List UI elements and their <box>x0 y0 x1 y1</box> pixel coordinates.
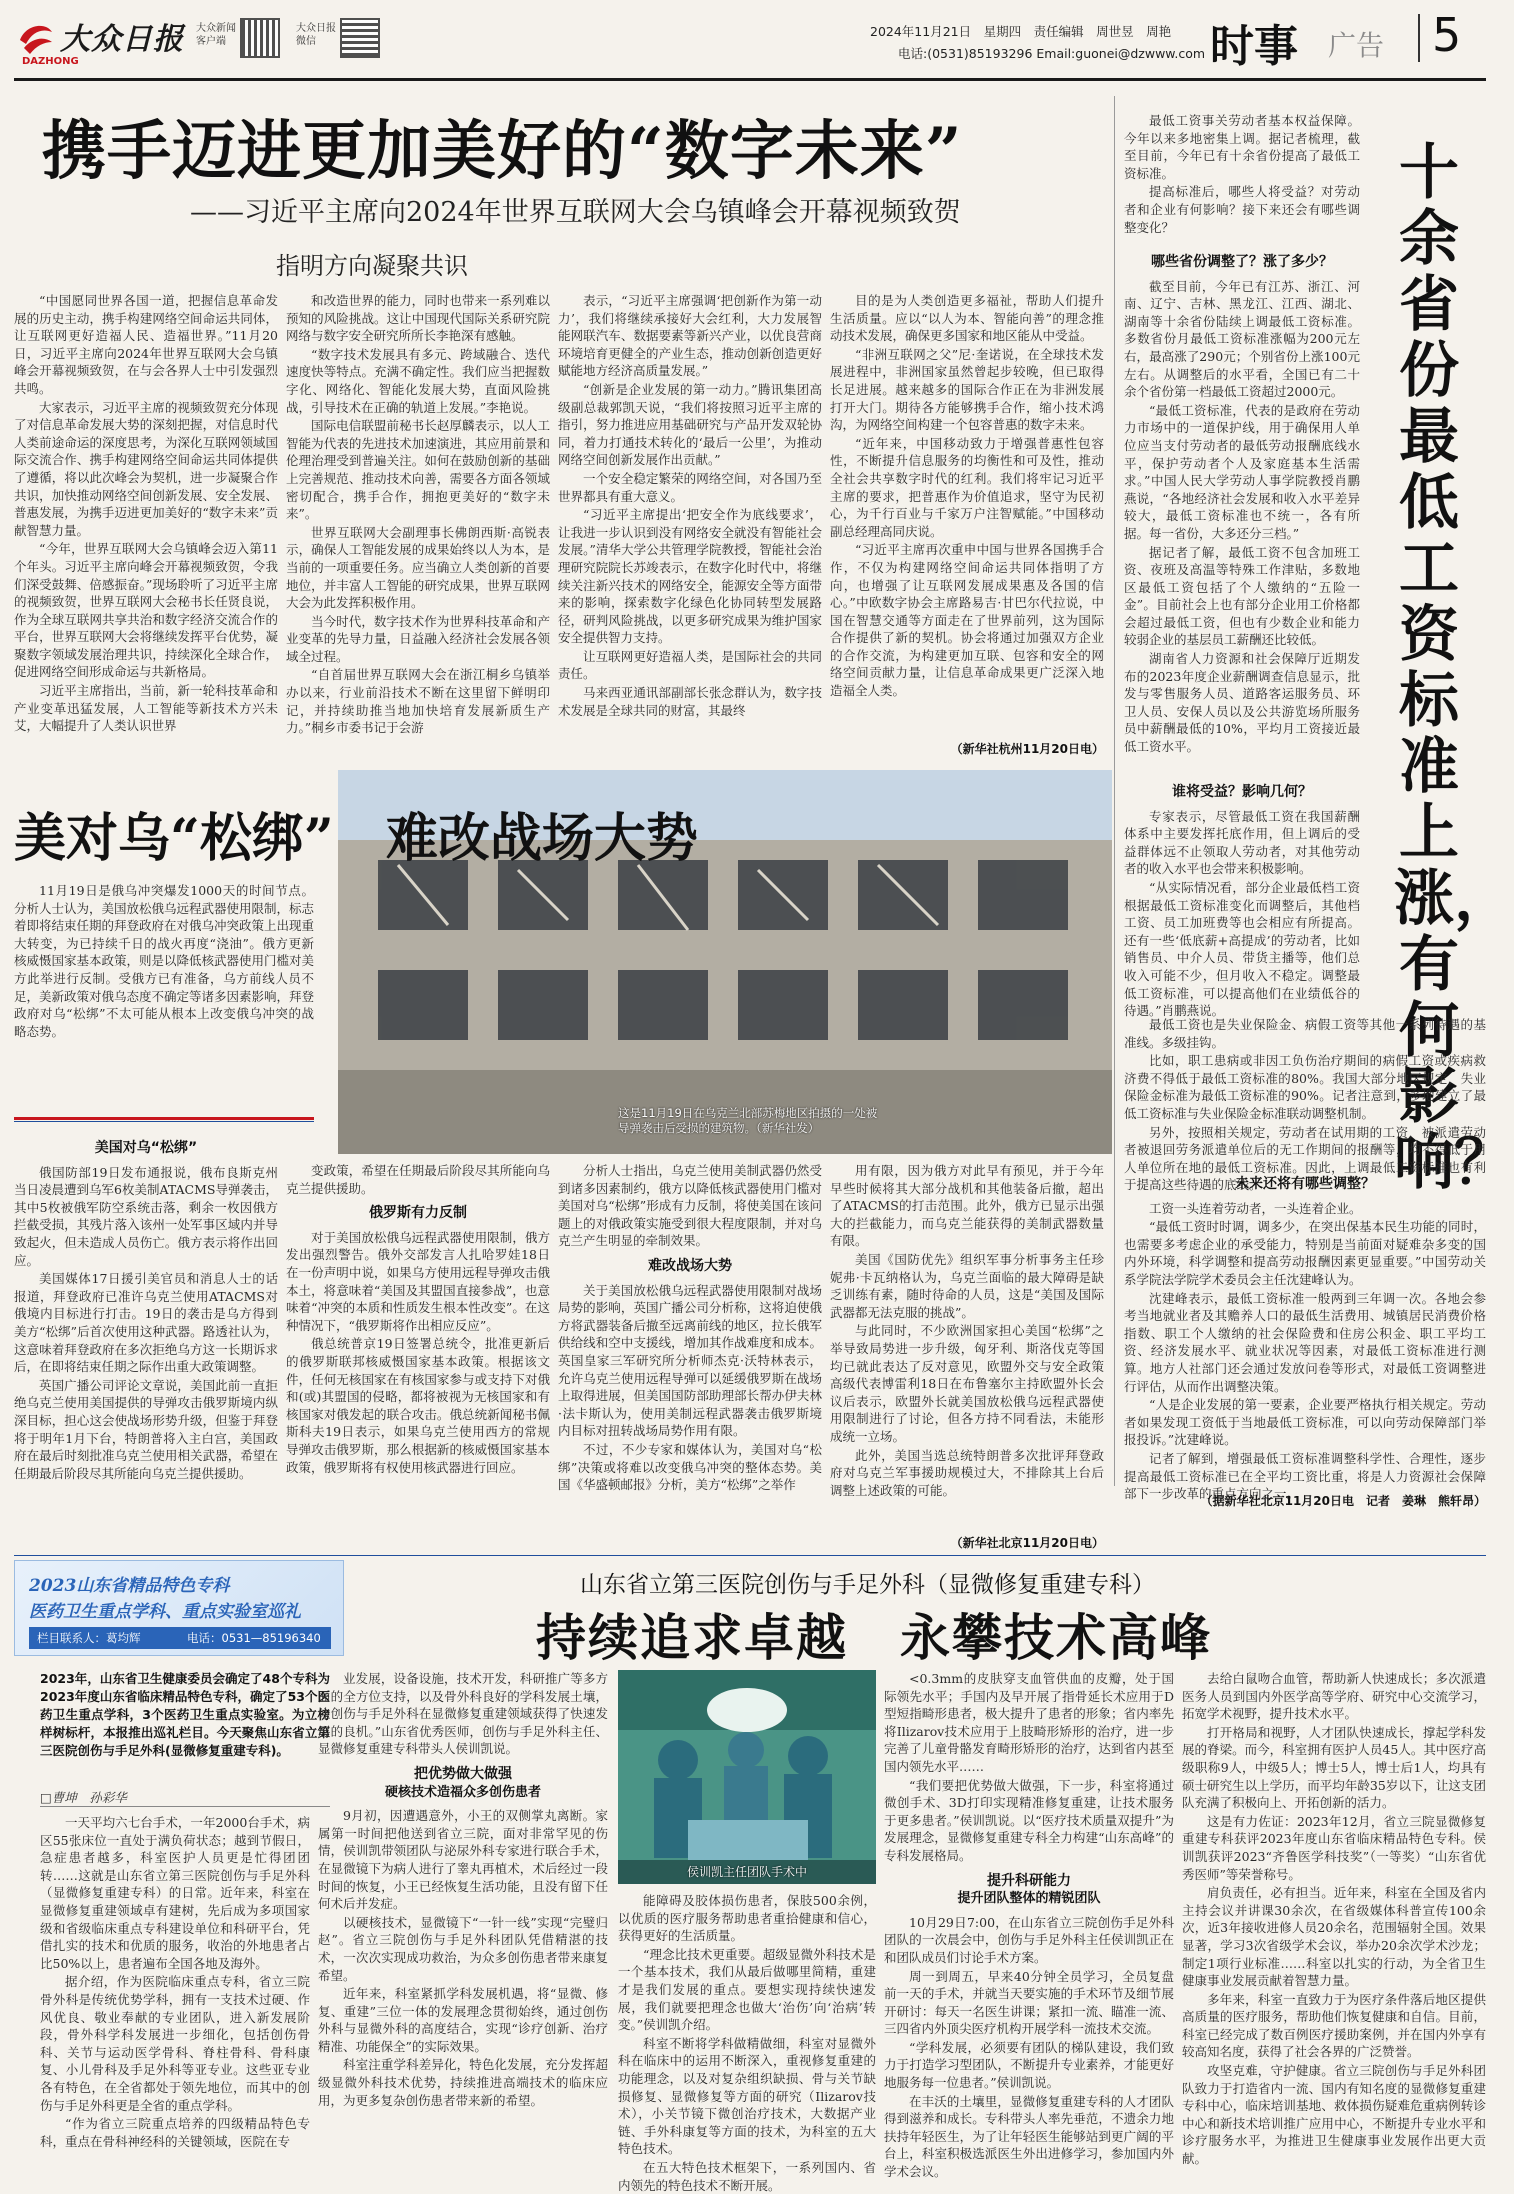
hospital-column-5 <box>1182 1670 1486 2186</box>
paragraph: 目的是为人类创造更多福祉，帮助人们提升生活质量。应以“以人为本、智能向善”的理念推动技术发展，确保更多国家和地区能从中受益。 <box>830 293 1104 344</box>
paragraph: 近年来，科室紧抓学科发展机遇，将“显微、修复、重建”三位一体的发展理念贯彻始终，通过创伤外科与显微外科的高度结合，实现“诊疗创新、治疗精准、功能保全”的实际效果。 <box>318 1986 608 2054</box>
wage-body-middle <box>1124 776 1360 1019</box>
ukraine-rule-blue <box>14 1121 314 1122</box>
paragraph: 科室不断将学科做精做细，科室对显微外科在临床中的运用不断深入，重视修复重建的功能理念，以及对复杂组织缺损、骨与关节缺损修复、显微修复等方面的研究（Ilizarov技术），小关节镜下微创治疗技术，大数据产业链、手外科康复等方面的技术，为科室的五大特色技术。 <box>618 2035 876 2157</box>
badge-contact-phone: 电话：0531—85196340 <box>187 1631 321 1645</box>
wage-subhead-3: 未来还将有哪些调整？ <box>1235 1176 1375 1192</box>
bottom-section-rule <box>14 1555 1486 1556</box>
paragraph: 俄总统普京19日签署总统令，批准更新后的俄罗斯联邦核威慑国家基本政策。根据该文件，任何无核国家在有核国家参与或支持下对俄和(或)其盟国的侵略，都将被视为无核国家和有核国家对俄发起的联合攻击。俄总统新闻秘书佩斯科夫19日表示，如果乌克兰使用西方的常规导弹攻击俄罗斯，那么根据新的核威慑国家基本政策，俄罗斯将有权使用核武器进行回应。 <box>286 1336 550 1475</box>
wage-subhead-1: 哪些省份调整了？涨了多少？ <box>1151 254 1333 270</box>
lead-column-1 <box>14 292 278 752</box>
ukraine-intro <box>14 882 314 1107</box>
hospital-column-3 <box>618 1892 876 2193</box>
paragraph: 与此同时，不少欧洲国家担心美国“松绑”之举导致局势进一步升级，匈牙利、斯洛伐克等国均已就此表达了反对意见，欧盟外交与安全政策高级代表博雷利18日在布鲁塞尔主持欧盟外长会议后表示，欧盟外长就美国放松俄乌远程武器使用限制进行了讨论，但各方持不同看法，未能形成统一立场。 <box>830 1323 1104 1444</box>
masthead <box>0 0 1500 78</box>
paragraph: “习近平主席提出‘把安全作为底线要求’，让我进一步认识到没有网络安全就没有智能社会发展。”清华大学公共管理学院教授，智能社会治理研究院院长苏竣表示，在数字化时代中，将继续关注新兴技术的网络安全，能源安全等方面带来的影响，探索数字化绿色化协同转型发展路径，研判风险挑战，以更多研究成果为维护国家安全提供智力支持。 <box>558 507 822 646</box>
ukraine-column-1 <box>14 1132 278 1562</box>
paragraph: 工资一头连着劳动者，一头连着企业。 <box>1149 1200 1362 1216</box>
paragraph: 周一到周五，早来40分钟全员学习，全员复盘前一天的手术，并就当天要实施的手术环节及细节展开研讨：每天一名医生讲课；紧扣一流、瞄准一流、三四省内外顶尖医疗机构开展学科一流技术交流。 <box>884 1968 1174 2037</box>
wage-title: 十余省份最低工资标准上涨，有何影响？ <box>1394 138 1514 1198</box>
paragraph: 不过，不少专家和媒体认为，美国对乌“松绑”决策或将难以改变俄乌冲突的整体态势。美国《华盛顿邮报》分析，美方“松绑”之举作 <box>558 1441 822 1493</box>
paragraph: 让互联网更好造福人类，是国际社会的共同责任。 <box>558 648 822 682</box>
paragraph: 分析人士指出，乌克兰使用美制武器仍然受到诸多因素制约，俄方以降低核武器使用门槛对美国对乌“松绑”形成有力反制，将使美国在该问题上的对俄政策实施受到很大程度限制，并对乌克兰产生明显的牵制效果。 <box>558 1163 822 1249</box>
paragraph: 最低工资事关劳动者基本权益保障。今年以来多地密集上调。据记者梳理，截至目前，今年已有十余省份提高了最低工资标准。 <box>1124 113 1360 181</box>
paragraph: 业发展，设备设施，技术开发，科研推广等多方面的全方位支持，以及骨外科良好的学科发展土壤，让创伤与手足外科在显微修复重建领域获得了快速发展的良机。”山东省优秀医师，创伤与手足外科主任、显微修复重建专科带头人侯训凯说。 <box>318 1671 608 1757</box>
wage-intro <box>1124 112 1360 242</box>
paragraph: 以硬核技术，显微镜下“一针一线”实现“完璧归赵”。省立三院创伤与手足外科团队凭借精湛的技术，一次次实现成功救治，为众多创伤患者带来康复希望。 <box>318 1914 608 1983</box>
paragraph: “学科发展，必须要有团队的梯队建设，我们致力于打造学习型团队，不断提升专业素养，才能更好地服务每一位患者。”侯训凯说。 <box>884 2039 1174 2091</box>
paragraph: 能障碍及胶体损伤患者，保肢500余例，以优质的医疗服务帮助患者重拾健康和信心，获得更好的生活质量。 <box>618 1893 876 1944</box>
ukraine-subhead-1: 美国对乌“松绑” <box>94 1140 198 1156</box>
paragraph: 肩负责任，必有担当。近年来，科室在全国及省内主持会议并讲课30余次，在省级媒体科普宣传100余次，近3年接收进修人员20余名，范围辐射全国。效果显著，学习3次省级学术会议，举办20余次学术沙龙；制定1项行业标准……科室以扎实的行动，为全省卫生健康事业发展贡献着智慧力量。 <box>1182 1885 1486 1989</box>
qr1-label: 大众新闻客户端 <box>196 23 236 47</box>
paragraph: 沈建峰表示，最低工资标准一般两到三年调一次。各地会参考当地就业者及其赡养人口的最低生活费用、城镇居民消费价格指数、职工个人缴纳的社会保险费和住房公积金、职工平均工资、经济发展水平、就业状况等因素，对最低工资标准进行测算。地方人社部门还会通过发放问卷等形式，对最低工资调整进行评估，从而作出调整决策。 <box>1124 1290 1486 1394</box>
paragraph: 打开格局和视野，人才团队快速成长，撑起学科发展的脊梁。而今，科室拥有医护人员45人。其中医疗高级职称9人，中级5人；博士5人，博士后1人，均具有硕士研究生以上学历，而平均年龄35岁以下，让这支团队充满了积极向上、开拓创新的活力。 <box>1182 1724 1486 1811</box>
paragraph: 湖南省人力资源和社会保障厅近期发布的2023年度企业薪酬调查信息显示，批发与零售服务人员、道路客运服务员、环卫人员、安保人员以及公共游览场所服务员中薪酬最低的10%，平均月工资接近最低工资水平。 <box>1124 651 1360 755</box>
paragraph: 关于美国放松俄乌远程武器使用限制对战场局势的影响，英国广播公司分析称，这将迫使俄方将武器装备后撤至远离前线的地区，拉长俄军供给线和空中支援线，增加其作战难度和成本。英国皇家三军研究所分析师杰克·沃特林表示，允许乌克兰使用远程导弹可以延缓俄罗斯在战场上取得进展，但美国国防部助理部长帮办伊夫林·法卡斯认为，使用美制远程武器袭击俄罗斯境内目标对扭转战场局势作用有限。 <box>558 1282 822 1439</box>
wage-body-upper <box>1124 246 1360 776</box>
hospital-intro-rule <box>40 1806 330 1807</box>
paragraph: 据记者了解，最低工资不包含加班工资、夜班及高温等特殊工作津贴，多数地区最低工资包括了个人缴纳的“五险一金”。目前社会上也有部分企业用工价格都会超过最低工资，但也有少数企业和能力较弱企业的基层员工薪酬还比较低。 <box>1124 544 1360 648</box>
paragraph: “创新是企业发展的第一动力。”腾讯集团高级副总裁郭凯天说，“我们将按照习近平主席的指引，努力推进应用基础研究与产品开发双轮协同，着力打通技术转化的‘最后一公里’，为推动网络空间创新发展作出贡献。” <box>558 381 822 468</box>
wage-column-divider <box>1114 96 1115 1486</box>
column-badge <box>14 1560 344 1656</box>
dazhong-logo-icon <box>16 18 56 58</box>
lead-kicker: 指明方向凝聚共识 <box>276 252 468 280</box>
paragraph: 表示，“习近平主席强调‘把创新作为第一动力’，我们将继续承接好大会红利，大力发展智能网联汽车、数据要素等新兴产业，以优良营商环境培育更健全的产业生态，推动创新创造更好赋能地方经济高质量发展。” <box>558 293 822 379</box>
wage-subhead-2: 谁将受益？影响几何？ <box>1172 784 1312 800</box>
paragraph: 习近平主席指出，当前，新一轮科技革命和产业变革迅猛发展，人工智能等新技术方兴未艾，大幅提升了人类认识世界 <box>14 683 278 734</box>
paragraph: “近年来，中国移动致力于增强普惠性包容性，不断提升信息服务的均衡性和可及性，推动全社会共享数字时代的红利。我们将牢记习近平主席的要求，把普惠作为价值追求，坚守为民初心，为千行百业与千家万户注智赋能。”中国移动副总经理高同庆说。 <box>830 435 1104 539</box>
badge-contact-label: 栏目联系人：葛均辉 <box>37 1631 141 1645</box>
qr-code-2 <box>340 18 380 58</box>
page-number-divider <box>1418 14 1420 62</box>
paragraph: 去给白鼠吻合血管，帮助新人快速成长；多次派遣医务人员到国内外医学高等学府、研究中心交流学习，拓宽学术视野，提升技术水平。 <box>1182 1671 1486 1722</box>
paragraph: 国际电信联盟前秘书长赵厚麟表示，以人工智能为代表的先进技术加速演进，其应用前景和伦理治理受到普遍关注。如何在鼓励创新的基础上完善规范、推动技术向善，需要各方面各领域密切配合，携手合作，拥抱更美好的“数字未来”。 <box>286 418 550 522</box>
paragraph: “非洲互联网之父”尼·奎诺说，在全球技术发展进程中，非洲国家虽然曾起步较晚，但已取得长足进展。越来越多的国际合作正在为非洲发展打开大门。期待各方能够携手合作，缩小技术鸿沟，为网络空间构建一个包容普惠的数字未来。 <box>830 346 1104 433</box>
paragraph: 攻坚克难，守护健康。省立三院创伤与手足外科团队致力于打造省内一流、国内有知名度的显微修复重建专科中心，临床培训基地、救体损伤疑难危重病例转诊中心和新技术培训推广应用中心，不断提升专业水平和诊疗服务水平，为推进卫生健康事业发展作出更大贡献。 <box>1182 2063 1486 2167</box>
section-title: 时事 <box>1210 21 1298 72</box>
lead-subhead: ——习近平主席向2024年世界互联网大会乌镇峰会开幕视频致贺 <box>190 197 961 228</box>
paragraph: “习近平主席再次重申中国与世界各国携手合作，不仅为构建网络空间命运共同体指明了方向，也增强了让互联网发展成果惠及各国的信心。”中欧数字协会主席路易吉·甘巴尔代拉说，中国在智慧交通等方面走在了世界前列，这为国际合作提供了新的契机。协会将通过加强双方企业的合作交流，为构建更加互联、包容和安全的网络空间贡献力量，让信息革命成果更广泛深入地造福全人类。 <box>830 542 1104 699</box>
paragraph: 在丰沃的土壤里，显微修复重建专科的人才团队得到滋养和成长。专科带头人率先垂范，不遗余力地扶持年轻医生，为了让年轻医生能够站到更广阔的平台上，科室积极选派医生外出进修学习，参加国内外学术会议。 <box>884 2093 1174 2180</box>
lead-credit: （新华社杭州11月20日电） <box>950 742 1104 756</box>
badge-title: 2023山东省精品特色专科 <box>29 1576 230 1596</box>
paragraph: “数字技术发展具有多元、跨域融合、迭代速度快等特点。充满不确定性。我们应当把握数字化、网络化、智能化发展大势，直面风险挑战，引导技术在正确的轨道上发展。”李艳说。 <box>286 346 550 415</box>
paragraph: “自首届世界互联网大会在浙江桐乡乌镇举办以来，行业前沿技术不断在这里留下鲜明印记，并持续助推当地加快培育发展新质生产力。”桐乡市委书记于会游 <box>286 667 550 736</box>
masthead-rule <box>14 78 1486 81</box>
hospital-column-2 <box>318 1670 608 2186</box>
paragraph: 用有限，因为俄方对此早有预见，并于今年早些时候将其大部分战机和其他装备后撤，超出了ATACMS的打击范围。此外，俄方已显示出强大的拦截能力，而乌克兰能获得的美制武器数量有限。 <box>830 1163 1104 1249</box>
ukraine-subhead-3: 难改战场大势 <box>648 1257 732 1274</box>
ukraine-photo-caption: 这是11月19日在乌克兰北部苏梅地区拍摄的一处被导弹袭击后受损的建筑物。（新华社发） <box>618 1106 878 1135</box>
paragraph: 此外，美国当选总统特朗普多次批评拜登政府对乌克兰军事援助规模过大，不排除其上台后调整上述政策的可能。 <box>830 1447 1104 1498</box>
paragraph: “理念比技术更重要。超级显微外科技术是一个基本技术，我们从最后做哪里简精，重建才是我们发展的重点。要想实现持续快速发展，我们就要把理念也做大‘治伤’向‘治病’转变。”侯训凯介绍。 <box>618 1946 876 2033</box>
surgery-team-illustration <box>618 1670 876 1884</box>
paragraph: 大家表示，习近平主席的视频致贺充分体现了对信息革命发展大势的深刻把握，对信息时代人类前途命运的深度思考，为深化互联网领域国际交流合作、携手构建网络空间命运共同体提供了遵循，将以此次峰会为契机，进一步凝聚合作共识，加快推动网络空间创新发展、安全发展、普惠发展，为携手迈进更加美好的“数字未来”贡献智慧力量。 <box>14 399 278 538</box>
badge-subtitle: 医药卫生重点学科、重点实验室巡礼 <box>29 1602 301 1622</box>
paragraph: 当今时代，数字技术作为世界科技革命和产业变革的先导力量，日益融入经济社会发展各领域全过程。 <box>286 613 550 664</box>
wage-credit: （据新华社北京11月20日电 记者 姜琳 熊轩昂） <box>1200 1494 1486 1508</box>
lead-column-4 <box>830 292 1104 737</box>
paragraph: 科室注重学科差异化，特色化发展，充分发挥超级显微外科技术优势，持续推进高端技术的临床应用，为更多复杂创伤患者带来新的希望。 <box>318 2057 608 2108</box>
paragraph: “作为省立三院重点培养的四级精品特色专科，重点在骨科神经科的关键领域，医院在专 <box>40 2116 310 2149</box>
paragraph: “中国愿同世界各国一道，把握信息革命发展的历史主动，携手构建网络空间命运共同体，让互联网更好造福人民、造福世界。”11月20日，习近平主席向2024年世界互联网大会乌镇峰会开幕视频致贺，在与会各界人士中引发强烈共鸣。 <box>14 293 278 396</box>
ukraine-column-3 <box>558 1162 822 1562</box>
paragraph: “今年，世界互联网大会乌镇峰会迈入第11个年头。习近平主席向峰会开幕视频致贺，令我们深受鼓舞、倍感振奋。”现场聆听了习近平主席的视频致贺，世界互联网大会秘书长任贤良说，作为全球互联网共享共治和数字经济交流合作的平台，世界互联网大会将继续发挥平台优势，凝聚数字领域发展治理共识，持续深化全球合作，促进网络空间形成命运与共新格局。 <box>14 541 278 680</box>
paragraph: 英国广播公司评论文章说，美国此前一直拒绝乌克兰使用美国提供的导弹攻击俄罗斯境内纵深目标，担心这会使战场形势升级，但鉴于拜登将于明年1月下台，特朗普将入主白宫，美国政府在最后时刻批准乌克兰使用相关武器，希望在任期最后阶段尽其所能向乌克兰提供援助。 <box>14 1377 278 1481</box>
paragraph: <0.3mm的皮肤穿支血管供血的皮瓣，处于国际领先水平；手国内及早开展了指骨延长术应用于D型短指畸形患者，极大提升了患者的形象；省内率先将Ilizarov技术应用于上肢畸形矫形的治疗，进一步完善了儿童骨骼发育畸形矫形的治疗，达到省内甚至国内领先水平…… <box>884 1671 1174 1774</box>
paragraph: 截至目前，今年已有江苏、浙江、河南、辽宁、吉林、黑龙江、江西、湖北、湖南等十余省份陆续上调最低工资标准。多数省份月最低工资标准涨幅为200元左右，最高涨了290元；个别省份上涨100元左右。从调整后的水平看，全国已有二十余个省份第一档最低工资超过2000元。 <box>1124 278 1360 400</box>
hospital-column-1 <box>40 1814 310 2186</box>
hospital-photo <box>618 1670 876 1884</box>
hospital-photo-caption: 侯训凯主任团队手术中 <box>686 1865 807 1879</box>
page-number: 5 <box>1432 8 1462 62</box>
paragraph: 对于美国放松俄乌远程武器使用限制，俄方发出强烈警告。俄外交部发言人扎哈罗娃18日在一份声明中说，如果乌方使用远程导弹攻击俄本土，将意味着“美国及其盟国直接参战”，也意味着“冲突的本质和性质发生根本性改变”。在这种情况下，“俄罗斯将作出相应反应”。 <box>286 1229 550 1333</box>
ukraine-rule <box>14 1117 314 1120</box>
lead-column-2 <box>286 292 550 752</box>
paragraph: “我们要把优势做大做强，下一步，科室将通过微创手术、3D打印实现精准修复重建，让技术服务于更多患者。”侯训凯说。以“医疗技术质量双提升”为发展理念，显微修复重建专科全力构建“山东高峰”的专科发展格局。 <box>884 1777 1174 1863</box>
lead-column-3 <box>558 292 822 752</box>
paragraph: 变政策，希望在任期最后阶段尽其所能向乌克兰提供援助。 <box>286 1163 550 1196</box>
paragraph: 世界互联网大会副理事长佛朗西斯·高锐表示，确保人工智能发展的成果始终以人为本，是当前的一项重要任务。应当确立人类创新的首要地位，并丰富人工智能的研究成果，世界互联网大会为此发挥积极作用。 <box>286 524 550 611</box>
date-line: 2024年11月21日 星期四 责任编辑 周世昱 周艳 <box>870 24 1172 39</box>
hospital-subhead-d: 提升团队整体的精锐团队 <box>957 1891 1101 1907</box>
paragraph: 一个安全稳定繁荣的网络空间，对各国乃至世界都具有重大意义。 <box>558 470 822 504</box>
paragraph: “最低工资时时调，调多少，在突出保基本民生功能的同时，也需要多考虑企业的承受能力，特别是当前面对疑难杂多变的国内外环境，科学调整和提高劳动报酬因素更显重要。”中国劳动关系学院法学院学术委员会主任沈建峰认为。 <box>1124 1219 1486 1287</box>
paragraph: 俄国防部19日发布通报说，俄布良斯克州当日凌晨遭到乌军6枚美制ATACMS导弹袭击，其中5枚被俄军防空系统击落，剩余一枚因俄方拦截受损，其残片落入该州一处军事区域内并导致起火，但未造成人员伤亡。俄方表示将作出回应。 <box>14 1164 278 1268</box>
qr2-label: 大众日报微信 <box>296 23 336 47</box>
hospital-intro: 2023年，山东省卫生健康委员会确定了48个专科为2023年度山东省临床精品特色专科，确定了53个医药卫生重点学科，3个医药卫生重点实验室。为立榜样树标杆，本报推出巡礼栏目。今天聚焦山东省立第三医院创伤与手足外科(显微修复重建专科)。 <box>40 1671 330 1758</box>
paragraph: 专家表示，尽管最低工资在我国薪酬体系中主要发挥托底作用，但上调后的受益群体远不止领取人劳动者，对其他劳动者的收入水平也会带来积极影响。 <box>1124 808 1360 877</box>
hospital-supertitle: 山东省立第三医院创伤与手足外科（显微修复重建专科） <box>580 1572 1155 1598</box>
hospital-subhead-c: 提升科研能力 <box>987 1872 1071 1889</box>
paragraph: 一天平均六七台手术，一年2000台手术，病区55张床位一直处于满负荷状态；越到节假日，急症患者越多，科室医护人员更是忙得团团转……这就是山东省立第三医院创伤与手足外科（显微修复重建专科）的日常。近年来，科室在显微修复重建领域卓有建树，先后成为多项国家级和省级临床重点专科建设单位和科研平台，凭借扎实的技术和优质的服务，收治的外地患者占比50%以上，患者遍布全国各地及海外。 <box>40 1815 310 1971</box>
paragraph: 最低工资也是失业保险金、病假工资等其他一系列待遇的基准线。多级挂钩。 <box>1124 1017 1486 1050</box>
paragraph: 这是有力佐证：2023年12月，省立三院显微修复重建专科获评2023年度山东省临床精品特色专科。侯训凯获评2023“齐鲁医学科技奖”（一等奖）“山东省优秀医师”等荣誉称号。 <box>1182 1813 1486 1882</box>
paragraph: 11月19日是俄乌冲突爆发1000天的时间节点。分析人士认为，美国放松俄乌远程武器使用限制，标志着即将结束任期的拜登政府在对俄乌冲突政策上出现重大转变，为已持续千日的战火再度“浇油”。俄方更新核威慑国家基本政策，则是以降低核武器使用门槛对美方此举进行反制。受俄方已有准备，乌方前线人员不足，美新政策对俄乌态度不确定等诸多因素影响，拜登政府对乌“松绑”不太可能从根本上改变俄乌冲突的战略态势。 <box>14 883 315 1039</box>
paragraph: “从实际情况看，部分企业最低档工资根据最低工资标准变化而调整后，其他档工资、员工加班费等也会相应有所提高。还有一些‘低底薪+高提成’的劳动者，比如销售员、中介人员、带货主播等，他们总收入可能不少，但月收入不稳定。调整最低工资标准，可以提高他们在业绩低谷的待遇。”肖鹏燕说。 <box>1124 879 1360 1019</box>
hospital-column-4 <box>884 1670 1174 2186</box>
paragraph: 据介绍，作为医院临床重点专科，省立三院骨外科是传统优势学科，拥有一支技术过硬、作风优良、敬业奉献的专业团队，进入新发展阶段，骨外科学科发展进一步细化，包括创伤骨科、关节与运动医学骨科、脊柱骨科、骨科康复、小儿骨科及手足外科等亚专业。这些亚专业各有特色，在全省都处于领先地位，而其中的创伤与手足外科更是全省的重点学科。 <box>40 1974 310 2113</box>
logo-sub: DAZHONG <box>22 56 79 67</box>
paragraph: 提高标准后，哪些人将受益？对劳动者和企业有何影响？接下来还会有哪些调整变化？ <box>1124 184 1360 235</box>
ukraine-column-4 <box>830 1162 1104 1534</box>
ukraine-column-2 <box>286 1162 550 1562</box>
paragraph: 9月初，因遭遇意外，小王的双侧掌丸离断。家属第一时间把他送到省立三院，面对非常罕见的伤情，侯训凯带领团队与泌尿外科专家进行联合手术，在显微镜下为病人进行了睾丸再植术，术后经过一段时间的恢复，小王已经恢复生活功能，且没有留下任何术后并发症。 <box>318 1808 608 1912</box>
hospital-subhead-b: 硬核技术造福众多创伤患者 <box>384 1784 541 1800</box>
hospital-subhead-a: 把优势做大做强 <box>414 1765 512 1782</box>
paragraph: “人是企业发展的第一要素，企业要严格执行相关规定。劳动者如果发现工资低于当地最低工资标准，可以向劳动保障部门举报投诉。”沈建峰说。 <box>1124 1397 1486 1448</box>
paragraph: 马来西亚通讯部副部长张念群认为，数字技术发展是全球共同的财富，其最终 <box>558 685 822 718</box>
paragraph: 另外，按照相关规定，劳动者在试用期的工资，被派遣劳动者被退回劳务派遣单位后的无工作期间的报酬等，均不得低于用人单位所在地的最低工资标准。因此，上调最低工资标准也有利于提高这些待遇的底线。 <box>1124 1124 1486 1193</box>
ukraine-headline: 美对乌“松绑” 难改战场大势 <box>14 808 698 869</box>
hospital-headline: 持续追求卓越 永攀技术高峰 <box>536 1608 1212 1667</box>
ukraine-subhead-2: 俄罗斯有力反制 <box>369 1205 467 1222</box>
paragraph: 10月29日7:00，在山东省立三院创伤手足外科团队的一次晨会中，创伤与手足外科主任侯训凯正在和团队成员们讨论手术方案。 <box>884 1914 1174 1965</box>
qr-code-1 <box>240 18 280 58</box>
paragraph: 记者了解到，增强最低工资标准调整科学性、合理性，逐步提高最低工资标准已在全平均工资比重，将是人力资源社会保障部下一步改革的重点方向之一。 <box>1124 1450 1486 1502</box>
paragraph: 在五大特色技术框架下，一系列国内、省内领先的特色技术不断开展。 <box>618 2159 876 2193</box>
paragraph: 美国《国防优先》组织军事分析事务主任珍妮弗·卡瓦纳格认为，乌克兰面临的最大障碍是缺乏训练有素，随时待命的人员，这是“美国及国际武器都无法克服的挑战”。 <box>830 1251 1104 1320</box>
phone-line: 电话:(0531)85193296 Email:guonei@dzwww.com <box>898 46 1206 61</box>
ad-tag: 广告 <box>1328 29 1385 62</box>
paragraph: 比如，职工患病或非因工负伤治疗期间的病假工资或疾病救济费不得低于最低工资标准的80%。我国大部分地区规定，失业保险金标准为最低工资标准的90%。记者注意到，多地建立了最低工资标准与失业保险金标准联动调整机制。 <box>1124 1053 1486 1121</box>
hospital-authors: □曹坤 孙彩华 <box>40 1790 127 1805</box>
paragraph: 美国媒体17日援引美官员和消息人士的话报道，拜登政府已准许乌克兰使用ATACMS对俄境内目标进行打击。19日的袭击是乌方得到美方“松绑”后首次使用这种武器。路透社认为，这意味着拜登政府在多次拒绝乌方这一长期诉求后，在即将结束任期之际作出重大政策调整。 <box>14 1271 278 1375</box>
ukraine-credit: （新华社北京11月20日电） <box>950 1536 1104 1550</box>
paragraph: 和改造世界的能力，同时也带来一系列难以预知的风险挑战。这让中国现代国际关系研究院网络与数字安全研究所所长李艳深有感触。 <box>286 293 550 344</box>
paragraph: 多年来，科室一直致力于为医疗条件落后地区提供高质量的医疗服务，帮助他们恢复健康和自信。目前，科室已经完成了数百例医疗援助案例，并在国内外享有较高知名度，获得了社会各界的广泛赞誉。 <box>1182 1991 1486 2060</box>
logo-text: 大众日报 <box>60 22 184 57</box>
lead-headline: 携手迈进更加美好的“数字未来” <box>42 114 963 189</box>
paragraph: “最低工资标准，代表的是政府在劳动力市场中的一道保护线，用于确保用人单位应当支付劳动者的最低劳动报酬底线水平，保护劳动者个人及家庭基本生活需求。”中国人民大学劳动人事学院教授肖鹏燕说，“各地经济社会发展和收入水平差异较大，最低工资标准也不统一，各有所据。每一省份，大多还分三档。” <box>1124 402 1360 541</box>
